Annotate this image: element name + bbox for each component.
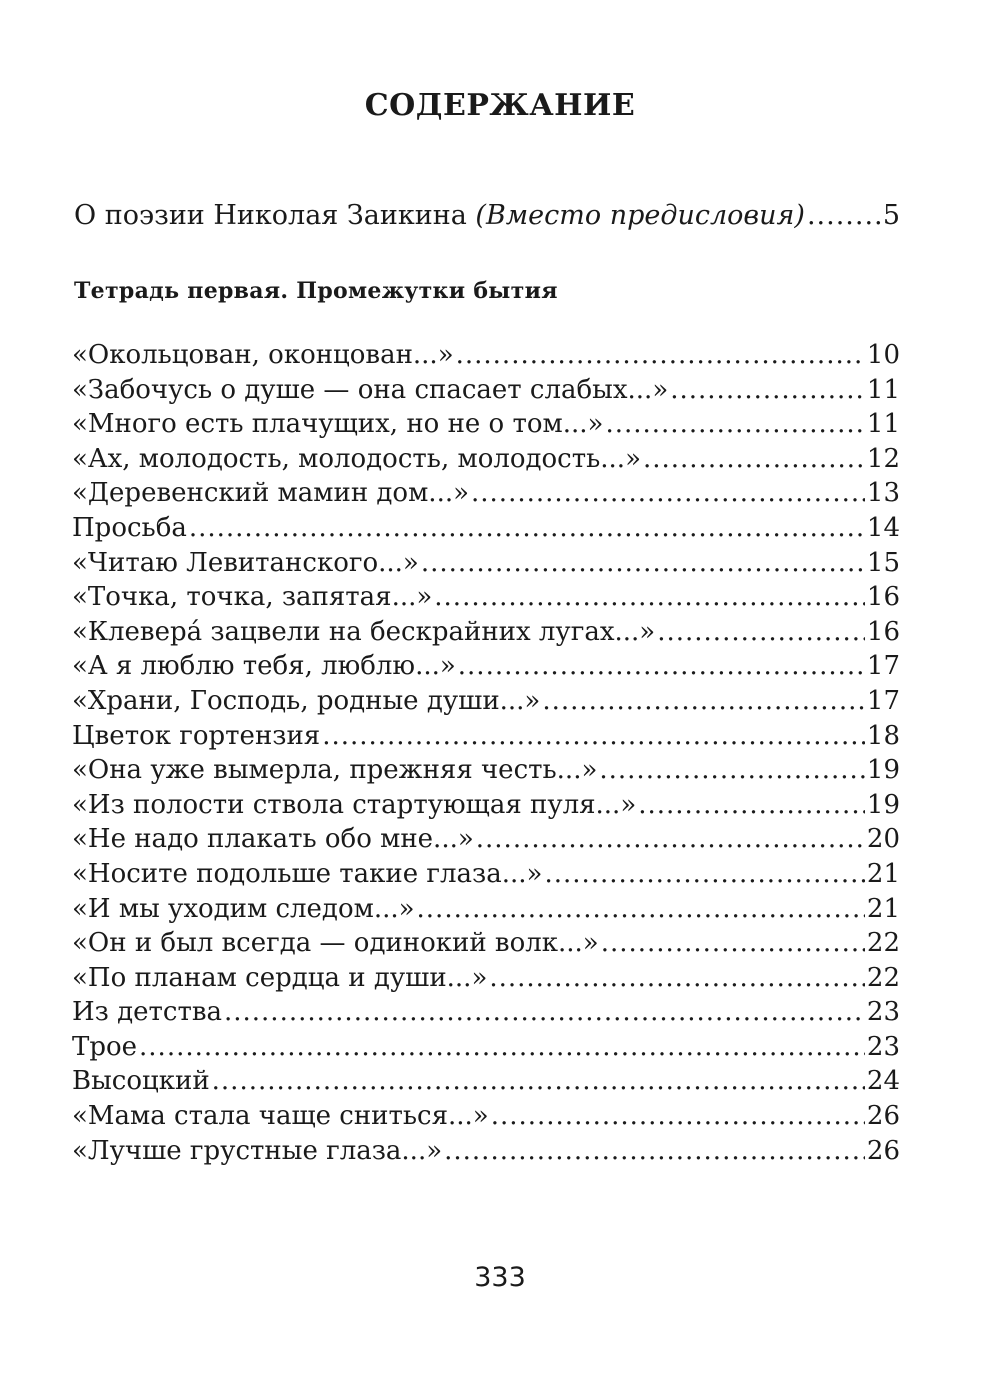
dot-leader [471,476,865,511]
toc-entry-page: 26 [866,1101,900,1132]
toc-entry-title [74,196,805,236]
dot-leader [212,1064,865,1099]
toc-entry-title: Высоцкий [72,1066,210,1097]
toc-entry-page: 24 [866,1066,900,1097]
toc-entry[interactable] [72,788,900,823]
toc-entry[interactable] [72,442,900,477]
toc-entry[interactable] [72,580,900,615]
toc-entry[interactable] [72,892,900,927]
toc-entry-page: 16 [866,582,900,613]
toc-entry-title: «Из полости ствола стартующая пуля...» [72,789,637,820]
toc-entry[interactable] [72,1064,900,1099]
toc-entry-title: «А я люблю тебя, люблю...» [72,651,456,682]
toc-entry-page: 21 [866,858,900,889]
toc-entry-title: Из детства [72,997,222,1028]
toc-entry-title: «Она уже вымерла, прежняя честь...» [72,755,598,786]
page-title: СОДЕРЖАНИЕ [364,88,636,123]
toc-entry-page: 23 [866,997,900,1028]
toc-entry-title: «Читаю Левитанского...» [72,547,419,578]
toc-entry[interactable] [72,995,900,1030]
dot-leader [670,373,865,408]
toc-entry-page: 18 [866,720,900,751]
dot-leader [224,995,865,1030]
toc-entry-page: 12 [866,443,900,474]
toc-entry-title: «Точка, точка, запятая...» [72,582,433,613]
toc-entry-page: 21 [866,893,900,924]
toc-entry[interactable] [72,373,900,408]
dot-leader [444,1134,865,1169]
toc-entry[interactable] [72,546,900,581]
toc-entry-page: 14 [866,512,900,543]
toc-entry-page: 10 [866,340,900,370]
toc-entry-page: 22 [866,962,900,993]
dot-leader [599,753,865,788]
toc-entry[interactable] [72,684,900,719]
toc-entry[interactable] [72,476,900,511]
toc-entry-page: 20 [866,824,900,855]
dot-leader [189,511,865,546]
dot-leader [544,857,864,892]
dot-leader [643,442,865,477]
toc-entry-title: «Клевера́ зацвели на бескрайних лугах...» [72,616,656,647]
toc-entry-title: «Носите подольше такие глаза...» [72,858,543,889]
toc-entry-page: 22 [866,928,900,959]
toc-entry-title: Просьба [72,512,187,543]
toc-entry-title: «Деревенский мамин дом...» [72,478,470,509]
toc-entry-title: «Лучше грустные глаза...» [72,1135,443,1166]
toc-entry[interactable] [72,961,900,996]
dot-leader [322,719,865,754]
toc-entry[interactable] [72,1030,900,1065]
toc-entry[interactable] [72,822,900,857]
toc-entry[interactable] [72,615,900,650]
toc-entry-title: «И мы уходим следом...» [72,893,415,924]
toc-entry-page: 19 [866,755,900,786]
toc-entry[interactable] [72,1134,900,1169]
toc-entry-title: «Ах, молодость, молодость, молодость...» [72,443,641,474]
toc-entry[interactable] [72,1099,900,1134]
preface-subtitle: (Вместо предисловия) [475,200,805,231]
toc-entry-title: Цветок гортензия [72,720,321,751]
toc-entry[interactable] [72,407,900,442]
toc-entry-title: Трое [72,1031,138,1062]
page-number: 333 [474,1262,526,1293]
toc-entry-preface[interactable] [74,196,900,236]
preface-title: О поэзии Николая Заикина [74,200,467,231]
toc-list [72,338,900,1168]
toc-entry[interactable] [72,926,900,961]
dot-leader [807,196,881,236]
toc-entry-page: 17 [866,651,900,682]
toc-entry-page: 16 [866,616,900,647]
dot-leader [421,546,865,581]
toc-entry[interactable] [72,719,900,754]
toc-entry-page: 11 [866,374,900,405]
toc-entry-page: 15 [866,547,900,578]
toc-entry-title: «Забочусь о душе — она спасает слабых...» [72,374,669,405]
toc-entry-page: 26 [866,1135,900,1166]
dot-leader [657,615,865,650]
dot-leader [476,822,865,857]
toc-entry[interactable] [72,857,900,892]
dot-leader [434,580,865,615]
dot-leader [489,961,865,996]
toc-entry-page: 17 [866,685,900,716]
dot-leader [139,1030,865,1065]
toc-entry-title: «Не надо плакать обо мне...» [72,824,474,855]
dot-leader [456,338,865,373]
toc-entry-page: 11 [866,409,900,440]
toc-entry[interactable] [72,753,900,788]
toc-entry[interactable] [72,649,900,684]
toc-entry-title: «По планам сердца и души...» [72,962,488,993]
toc-entry-page: 5 [882,200,900,231]
dot-leader [605,407,864,442]
toc-entry-page: 13 [866,478,900,509]
toc-entry-title: «Храни, Господь, родные души...» [72,685,541,716]
dot-leader [458,649,865,684]
dot-leader [638,788,865,823]
dot-leader [542,684,865,719]
dot-leader [417,892,865,927]
toc-entry-title: «Он и был всегда — одинокий волк...» [72,928,599,959]
toc-entry-title: «Окольцован, оконцован...» [72,340,454,370]
toc-entry[interactable] [72,338,900,373]
dot-leader [491,1099,865,1134]
dot-leader [601,926,865,961]
toc-entry-page: 19 [866,789,900,820]
section-heading: Тетрадь первая. Промежутки бытия [74,278,558,304]
toc-entry-page: 23 [866,1031,900,1062]
toc-entry-title: «Мама стала чаще сниться...» [72,1101,489,1132]
toc-entry-title: «Много есть плачущих, но не о том...» [72,409,604,440]
toc-entry[interactable] [72,511,900,546]
